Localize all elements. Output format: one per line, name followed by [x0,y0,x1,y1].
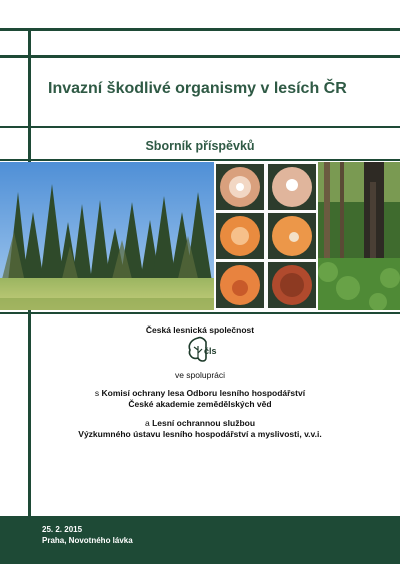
partner1-line1: Komisí ochrany lesa Odboru lesního hospodářství [101,388,306,398]
partner2-line1: Lesní ochrannou službou [152,418,256,428]
top-rule [0,28,400,31]
event-place: Praha, Novotného lávka [42,536,133,545]
petri-dish-photo-grid [214,162,318,310]
event-details [42,524,133,546]
partner2-line2: Výzkumného ústavu lesního hospodářství a myslivosti, v.v.i. [78,429,322,439]
tree-trunk-photo [318,162,400,310]
cls-logo [186,336,218,364]
event-date: 25. 2. 2015 [42,525,83,534]
logo-text: čls [204,346,217,356]
document-title: Invazní škodlivé organismy v lesích ČR [48,80,347,97]
partner2-prefix: a [144,418,150,428]
upper-rule [0,55,400,58]
society-name: Česká lesnická společnost [145,325,255,335]
partner1-prefix: s [94,388,100,398]
title-divider-rule [0,126,400,128]
photo-top-rule [0,159,400,161]
photo-bottom-rule [0,312,400,314]
partner1-line2: České akademie zemědělských věd [128,399,272,409]
cooperation-text: ve spolupráci [174,370,226,380]
partner1-block [0,388,400,410]
partner2-block [0,418,400,440]
document-subtitle: Sborník příspěvků [145,139,255,153]
forest-photo [0,162,214,310]
